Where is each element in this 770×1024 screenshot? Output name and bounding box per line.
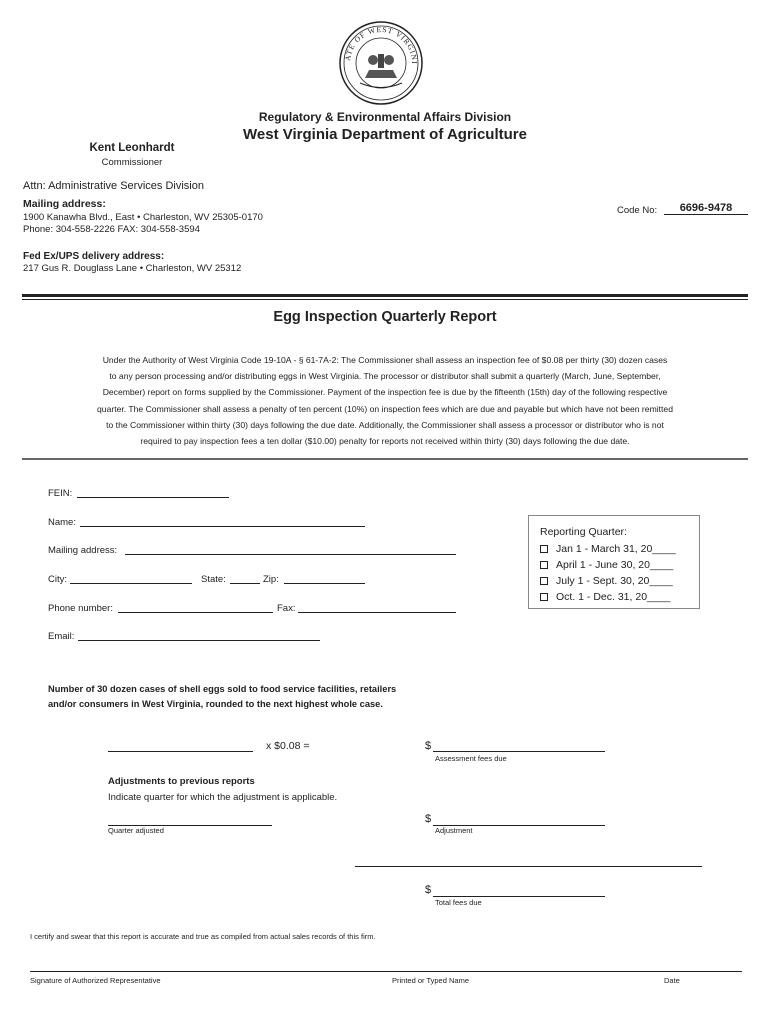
quarter-option-q3[interactable] xyxy=(540,573,676,589)
certification-statement: I certify and swear that this report is accurate and true as compiled from actual sales records of this firm. xyxy=(30,932,376,941)
fax-label: Fax: xyxy=(277,603,296,614)
state-seal xyxy=(338,20,424,106)
authority-line: December) report on forms supplied by the Commissioner. Payment of the inspection fee is due by the fifteenth (15th) day of the following respective xyxy=(102,387,668,398)
mailing-address-field-label: Mailing address: xyxy=(48,545,118,556)
report-title: Egg Inspection Quarterly Report xyxy=(273,309,497,325)
fedex-label: Fed Ex/UPS delivery address: xyxy=(23,251,165,262)
quarter-option-label: Jan 1 - March 31, 20____ xyxy=(556,543,676,555)
quarter-option-label: April 1 - June 30, 20____ xyxy=(556,559,674,571)
dollar-sign: $ xyxy=(425,740,432,752)
commissioner-name: Kent Leonhardt xyxy=(89,142,175,154)
adjustments-note: Indicate quarter for which the adjustment is applicable. xyxy=(108,792,338,803)
state-label: State: xyxy=(201,574,226,585)
cases-input[interactable] xyxy=(108,751,253,752)
sum-divider xyxy=(355,866,702,867)
divider-thin xyxy=(22,299,748,300)
rate-text: x $0.08 = xyxy=(266,740,310,752)
quarter-option-label: Oct. 1 - Dec. 31, 20____ xyxy=(556,591,671,603)
authority-line: Under the Authority of West Virginia Code 19-10A - § 61-7A-2: The Commissioner shall assess an inspection fee of $0.08 per thirty (30) dozen cases xyxy=(102,355,668,365)
state-input[interactable] xyxy=(230,583,260,584)
assessment-fees-label: Assessment fees due xyxy=(435,754,507,763)
fax-input[interactable] xyxy=(298,612,456,613)
mailing-address-input[interactable] xyxy=(125,554,456,555)
quarter-adjusted-label: Quarter adjusted xyxy=(108,826,164,835)
cases-instruction-line2: and/or consumers in West Virginia, rounded to the next highest whole case. xyxy=(48,699,383,709)
checkbox-icon[interactable] xyxy=(540,577,548,585)
quarter-option-q4[interactable] xyxy=(540,589,676,605)
adjustments-title: Adjustments to previous reports xyxy=(108,776,255,787)
email-label: Email: xyxy=(48,631,75,642)
checkbox-icon[interactable] xyxy=(540,593,548,601)
divider-thick xyxy=(22,294,748,297)
phone-input[interactable] xyxy=(118,612,273,613)
name-input[interactable] xyxy=(80,526,365,527)
quarter-option-q1[interactable] xyxy=(540,541,676,557)
adjustment-label: Adjustment xyxy=(435,826,473,835)
city-label: City: xyxy=(48,574,67,585)
divider xyxy=(22,458,748,460)
fedex-address-line: 217 Gus R. Douglass Lane • Charleston, WV 25312 xyxy=(23,263,242,274)
reporting-quarter-box xyxy=(528,515,700,609)
quarter-option-q2[interactable] xyxy=(540,557,676,573)
email-input[interactable] xyxy=(78,640,320,641)
total-fees-label: Total fees due xyxy=(435,898,482,907)
name-label: Name: xyxy=(48,517,76,528)
reporting-quarter-title: Reporting Quarter: xyxy=(540,526,627,538)
mailing-address-line: 1900 Kanawha Blvd., East • Charleston, WV 25305-0170 xyxy=(23,212,263,223)
fein-label: FEIN: xyxy=(48,488,73,499)
attn-line: Attn: Administrative Services Division xyxy=(23,180,204,192)
seal-text: ATE OF WEST VIRGINI xyxy=(343,24,420,65)
dollar-sign: $ xyxy=(425,813,432,825)
authority-line: required to pay inspection fees a ten dollar ($10.00) penalty for reports not received within thirty (30) days following the due date. xyxy=(140,436,630,447)
department-title: West Virginia Department of Agriculture xyxy=(243,126,527,143)
fein-input[interactable] xyxy=(77,497,229,498)
signature-line[interactable] xyxy=(30,971,742,972)
checkbox-icon[interactable] xyxy=(540,561,548,569)
quarter-option-label: July 1 - Sept. 30, 20____ xyxy=(556,575,673,587)
commissioner-title: Commissioner xyxy=(101,157,163,168)
total-fees-input[interactable] xyxy=(433,896,605,897)
authority-line: to the Commissioner within thirty (30) days following the due date. Additionally, the Commissioner shall assess a processor or distributor who is not xyxy=(106,419,664,430)
authority-line: to any person processing and/or distributing eggs in West Virginia. The processor or distributor shall submit a quarterly (March, June, September, xyxy=(109,371,661,382)
authority-paragraph xyxy=(22,352,748,449)
dollar-sign: $ xyxy=(425,884,432,896)
zip-input[interactable] xyxy=(284,583,365,584)
cases-instruction-line1: Number of 30 dozen cases of shell eggs sold to food service facilities, retailers xyxy=(48,684,397,694)
phone-label: Phone number: xyxy=(48,603,113,614)
signature-label: Signature of Authorized Representative xyxy=(30,976,161,985)
assessment-fees-input[interactable] xyxy=(433,751,605,752)
mailing-address-label: Mailing address: xyxy=(23,198,106,210)
city-input[interactable] xyxy=(70,583,192,584)
phone-fax-line: Phone: 304-558-2226 FAX: 304-558-3594 xyxy=(23,224,200,235)
zip-label: Zip: xyxy=(263,574,279,585)
code-label: Code No: xyxy=(617,205,658,216)
division-title: Regulatory & Environmental Affairs Division xyxy=(258,110,512,124)
authority-line: quarter. The Commissioner shall assess a penalty of ten percent (10%) on inspection fees which are due and payable but which have not been remitted xyxy=(97,403,673,414)
printed-name-label: Printed or Typed Name xyxy=(392,976,469,985)
checkbox-icon[interactable] xyxy=(540,545,548,553)
code-value: 6696-9478 xyxy=(664,202,748,215)
date-label: Date xyxy=(664,976,680,985)
